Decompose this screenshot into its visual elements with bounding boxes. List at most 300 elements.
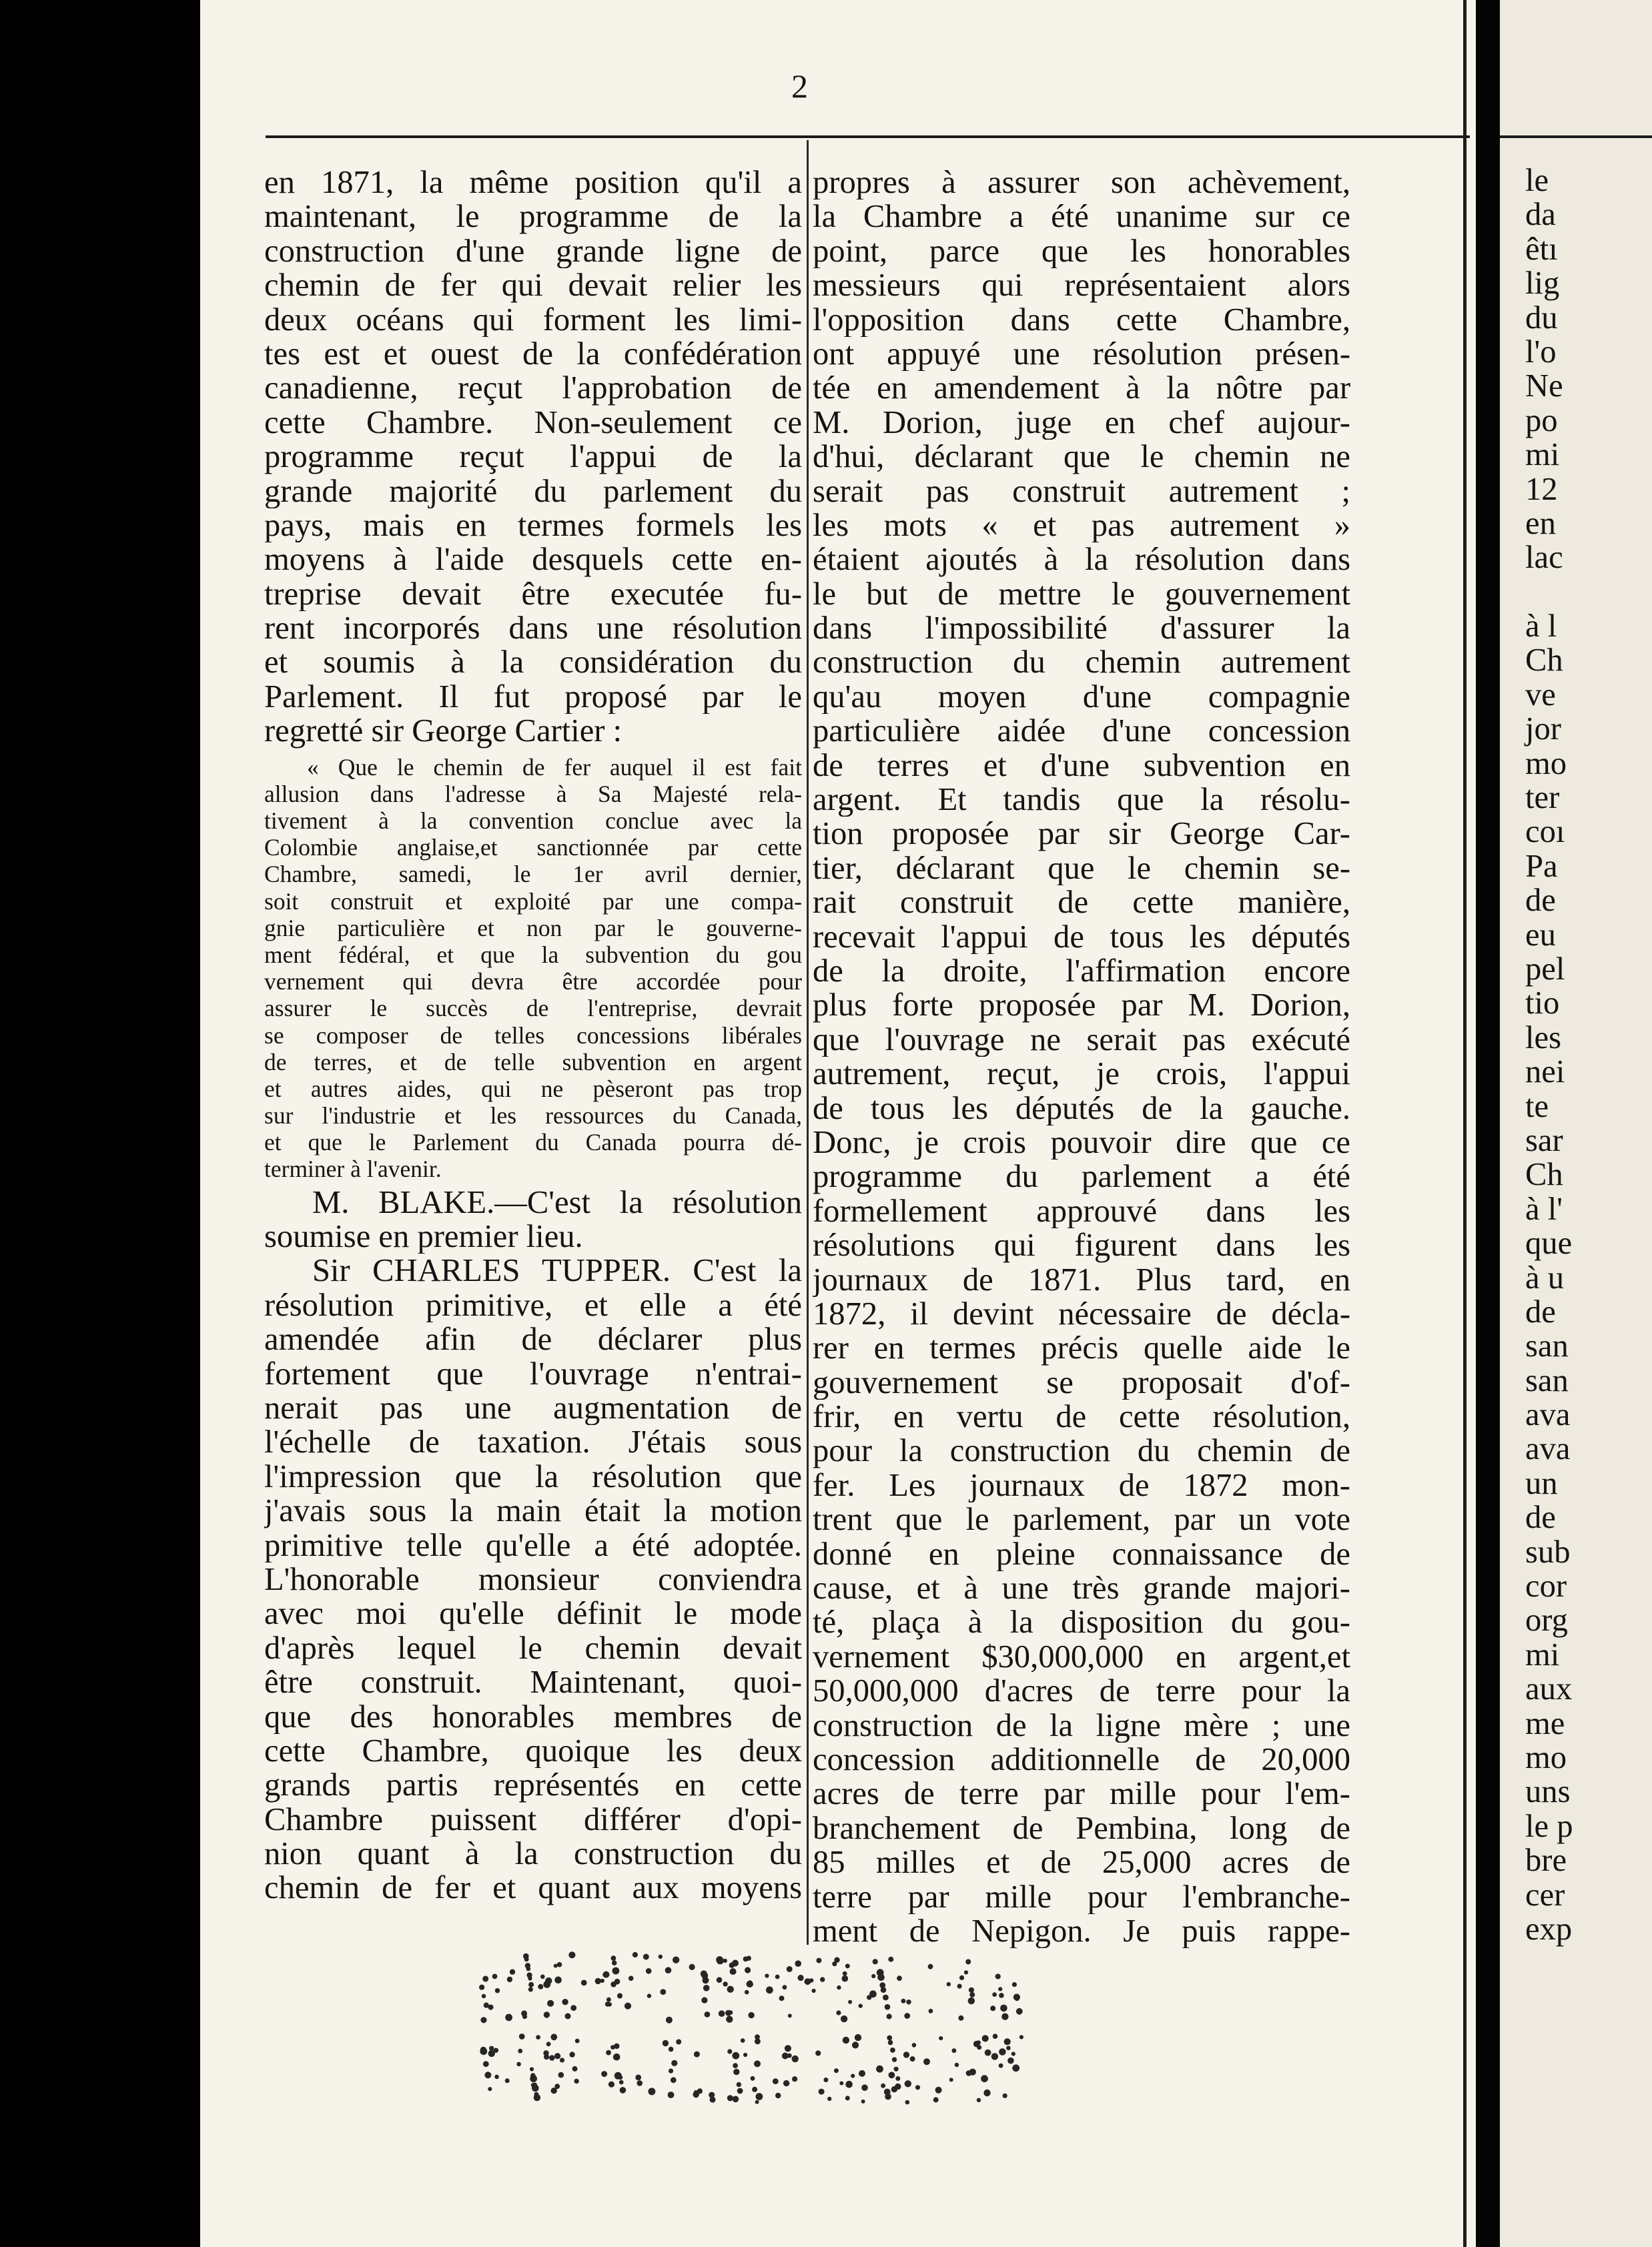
text-line: M. BLAKE.—C'est la résolution: [312, 1185, 802, 1220]
stamp-perforation-dot: [737, 2082, 741, 2087]
next-page-fragment: Ch: [1525, 1156, 1563, 1193]
stamp-perforation-dot: [528, 1976, 532, 1980]
stamp-perforation-dot: [600, 1979, 604, 1983]
text-line: que l'ouvrage ne serait pas exécuté: [813, 1022, 1350, 1057]
next-page-fragment: êtı: [1525, 230, 1558, 267]
stamp-perforation-dot: [572, 2066, 578, 2072]
stamp-perforation-dot: [574, 2079, 578, 2084]
stamp-perforation-dot: [929, 2009, 933, 2013]
page-fold: [1463, 0, 1467, 2247]
next-page-fragment: uns: [1525, 1773, 1571, 1810]
stamp-perforation-dot: [969, 1987, 974, 1993]
stamp-perforation-dot: [1001, 2013, 1008, 2020]
stamp-perforation-dot: [733, 2069, 739, 2075]
stamp-perforation-dot: [554, 1977, 562, 1984]
stamp-perforation-dot: [730, 1968, 737, 1975]
next-page-fragment: sar: [1525, 1121, 1563, 1158]
stamp-perforation-dot: [614, 2072, 622, 2080]
stamp-perforation-dot: [812, 1989, 816, 1993]
stamp-perforation-dot: [671, 2077, 677, 2083]
stamp-perforation-dot: [1004, 2038, 1011, 2045]
text-line: journaux de 1871. Plus tard, en: [813, 1262, 1350, 1297]
stamp-perforation-dot: [888, 1957, 893, 1962]
stamp-perforation-dot: [842, 1975, 849, 1982]
quote-line: se composer de telles concessions libérales: [264, 1021, 802, 1049]
stamp-perforation-dot: [663, 2040, 669, 2046]
stamp-perforation-dot: [710, 2097, 716, 2103]
next-page-fragment: Ch: [1525, 642, 1563, 679]
text-line: l'échelle de taxation. J'étais sous: [264, 1425, 802, 1460]
next-page-fragment: l'o: [1525, 333, 1557, 370]
stamp-perforation-dot: [783, 2080, 789, 2086]
stamp-perforation-dot: [701, 1997, 707, 2003]
next-page-text: [1500, 163, 1652, 1946]
text-line: fer. Les journaux de 1872 mon-: [813, 1468, 1350, 1503]
stamp-perforation-dot: [568, 1951, 575, 1958]
stamp-perforation-dot: [773, 2078, 779, 2084]
next-page-fragment: le: [1525, 162, 1549, 198]
quote-line: ment fédéral, et que la subvention du gou: [264, 941, 802, 968]
stamp-perforation-dot: [958, 2015, 963, 2021]
stamp-perforation-dot: [809, 1978, 813, 1982]
next-page-fragment: me: [1525, 1705, 1565, 1741]
quote-line: vernement qui devra être accordée pour: [264, 968, 802, 995]
text-line: regretté sir George Cartier :: [264, 714, 623, 749]
stamp-perforation-dot: [843, 2037, 849, 2044]
column-divider: [807, 140, 809, 1945]
next-page-fragment: san: [1525, 1362, 1569, 1398]
text-line: soumise en premier lieu.: [264, 1220, 583, 1254]
text-line: propres à assurer son achèvement,: [813, 165, 1350, 200]
text-line: cette Chambre. Non-seulement ce: [264, 405, 802, 440]
stamp-perforation-dot: [827, 2097, 831, 2101]
quote-line: de terres, et de telle subvention en argent: [264, 1048, 802, 1075]
text-line: 1872, il devint nécessaire de décla-: [813, 1296, 1350, 1332]
text-line: construction du chemin autrement: [813, 645, 1350, 680]
stamp-perforation-dot: [933, 2097, 939, 2102]
stamp-perforation-dot: [743, 1957, 749, 1962]
text-line: 85 milles et de 25,000 acres de: [813, 1845, 1350, 1880]
stamp-perforation-dot: [737, 2088, 743, 2094]
text-line: en 1871, la même position qu'il a: [264, 165, 802, 200]
stamp-perforation-dot: [727, 2095, 733, 2101]
stamp-perforation-dot: [788, 2013, 792, 2017]
stamp-perforation-dot: [643, 1954, 649, 1960]
left-column: [264, 165, 802, 1905]
stamp-perforation-dot: [889, 2072, 895, 2078]
next-page-fragment: un: [1525, 1464, 1558, 1501]
stamp-perforation-dot: [959, 1975, 964, 1980]
next-page-fragment: sub: [1525, 1533, 1571, 1570]
stamp-perforation-dot: [823, 2078, 828, 2082]
stamp-perforation-dot: [745, 1967, 751, 1973]
text-line: pour la construction du chemin de: [813, 1434, 1350, 1468]
stamp-perforation-dot: [795, 1960, 801, 1967]
stamp-perforation-dot: [669, 2047, 674, 2052]
text-line: rent incorporés dans une résolution: [264, 611, 802, 646]
stamp-perforation-dot: [733, 2063, 738, 2068]
stamp-perforation-dot: [534, 2094, 540, 2101]
stamp-perforation-dot: [957, 1984, 962, 1989]
stamp-perforation-dot: [904, 2013, 910, 2019]
stamp-perforation-dot: [484, 2072, 491, 2078]
text-line: l'opposition dans cette Chambre,: [813, 302, 1350, 337]
text-line: formellement approuvé dans les: [813, 1194, 1350, 1229]
stamp-perforation-dot: [845, 1963, 850, 1968]
stamp-perforation-dot: [751, 2076, 755, 2081]
stamp-perforation-dot: [605, 2001, 610, 2007]
stamp-perforation-dot: [635, 2075, 641, 2081]
quoted-resolution: [264, 754, 802, 1183]
next-page-fragment: jor: [1525, 711, 1561, 747]
text-line: de terres et d'une subvention en: [813, 748, 1350, 783]
text-line: terre par mille pour l'embranche-: [813, 1879, 1350, 1914]
text-line: d'hui, déclarant que le chemin ne: [813, 440, 1350, 474]
stamp-perforation-dot: [673, 1957, 679, 1963]
stamp-perforation-dot: [748, 2012, 754, 2018]
stamp-perforation-dot: [834, 2068, 839, 2073]
stamp-perforation-dot: [703, 1977, 709, 1983]
stamp-perforation-dot: [756, 2093, 763, 2100]
stamp-perforation-dot: [717, 1977, 723, 1983]
next-page-fragment: da: [1525, 196, 1556, 233]
paragraph-intro: [264, 165, 802, 749]
stamp-perforation-dot: [488, 2087, 492, 2091]
stamp-perforation-dot: [843, 1971, 847, 1976]
text-line: argent. Et tandis que la résolu-: [813, 783, 1350, 817]
text-line: avec moi qu'elle définit le mode: [264, 1597, 802, 1631]
text-line: dans l'impossibilité d'assurer la: [813, 611, 1350, 646]
text-line: construction d'une grande ligne de: [264, 234, 802, 269]
stamp-perforation-dot: [528, 1982, 534, 1987]
stamp-perforation-dot: [885, 2004, 891, 2010]
next-page-fragment: que: [1525, 1225, 1573, 1262]
stamp-perforation-dot: [999, 1993, 1004, 1998]
text-line: Donc, je crois pouvoir dire que ce: [813, 1125, 1350, 1160]
stamp-perforation-dot: [545, 1977, 552, 1984]
stamp-perforation-dot: [546, 2042, 551, 2046]
stamp-perforation-dot: [775, 1975, 780, 1979]
stamp-perforation-dot: [660, 1989, 666, 1995]
text-line: ment de Nepigon. Je puis rappe-: [813, 1913, 1350, 1949]
next-page-fragment: cor: [1525, 1568, 1567, 1605]
stamp-perforation-dot: [755, 2034, 760, 2040]
stamp-perforation-dot: [928, 1964, 933, 1969]
next-page-fragment: coı: [1525, 813, 1565, 850]
stamp-perforation-dot: [488, 2005, 493, 2010]
stamp-perforation-dot: [798, 1975, 804, 1981]
text-line: pays, mais en termes formels les: [264, 508, 802, 543]
stamp-perforation-dot: [611, 1955, 616, 1961]
stamp-perforation-dot: [524, 1957, 529, 1961]
text-line: programme reçut l'appui de la: [264, 440, 802, 474]
stamp-perforation-dot: [816, 1958, 821, 1963]
text-line: Parlement. Il fut proposé par le: [264, 679, 802, 715]
stamp-perforation-dot: [480, 2017, 486, 2023]
stamp-perforation-dot: [792, 2076, 797, 2082]
stamp-perforation-dot: [595, 1978, 601, 1984]
quote-line: gnie particulière et non par le gouverne-: [264, 914, 802, 941]
stamp-perforation-dot: [766, 1986, 773, 1993]
stamp-perforation-dot: [836, 2010, 841, 2015]
stamp-perforation-dot: [787, 2054, 792, 2058]
text-line: tier, déclarant que le chemin se-: [813, 851, 1350, 886]
stamp-perforation-dot: [536, 2035, 540, 2040]
stamp-perforation-dot: [910, 2056, 915, 2062]
text-line: cause, et à une très grande majori-: [813, 1571, 1350, 1606]
stamp-perforation-dot: [565, 2013, 571, 2019]
stamp-perforation-dot: [562, 1999, 568, 2005]
stamp-perforation-dot: [1003, 2094, 1007, 2098]
stamp-perforation-dot: [637, 2080, 643, 2086]
next-page-fragment: po: [1525, 402, 1558, 438]
stamp-perforation-dot: [480, 2048, 487, 2055]
stamp-perforation-dot: [999, 2064, 1003, 2068]
stamp-perforation-dot: [647, 1993, 651, 1997]
stamp-perforation-dot: [923, 2058, 930, 2065]
text-line: tée en amendement à la nôtre par: [813, 371, 1350, 406]
stamp-perforation-dot: [741, 2038, 745, 2043]
stamp-perforation-dot: [859, 2070, 865, 2077]
stamp-perforation-dot: [1012, 1982, 1017, 1987]
stamp-perforation-dot: [969, 2069, 976, 2076]
text-line: être construit. Maintenant, quoi-: [264, 1665, 802, 1700]
stamp-perforation-dot: [877, 1974, 885, 1981]
stamp-perforation-dot: [729, 1963, 735, 1968]
stamp-perforation-dot: [488, 2050, 495, 2057]
stamp-perforation-dot: [839, 2082, 843, 2086]
stamp-perforation-dot: [881, 2084, 885, 2088]
stamp-perforation-dot: [841, 2015, 847, 2022]
stamp-perforation-dot: [1012, 2064, 1019, 2072]
next-page-fragment: lac: [1525, 539, 1563, 576]
text-line: trent que le parlement, par un vote: [813, 1502, 1350, 1537]
stamp-perforation-dot: [633, 1952, 638, 1957]
stamp-perforation-dot: [906, 1999, 911, 2004]
stamp-perforation-dot: [1000, 2005, 1007, 2012]
next-page-fragment: [1500, 575, 1652, 609]
stamp-perforation-dot: [848, 2000, 852, 2004]
text-line: point, parce que les honorables: [813, 234, 1350, 269]
stamp-perforation-dot: [705, 2011, 711, 2017]
text-line: plus forte proposée par M. Dorion,: [813, 988, 1350, 1023]
stamp-perforation-dot: [581, 1980, 587, 1986]
stamp-perforation-dot: [495, 1988, 500, 1993]
stamp-perforation-dot: [890, 2048, 895, 2053]
stamp-perforation-dot: [973, 2041, 980, 2048]
stamp-perforation-dot: [897, 1975, 902, 1981]
stamp-perforation-dot: [676, 2040, 681, 2045]
next-page-fragment: à l: [1525, 608, 1557, 644]
stamp-perforation-dot: [479, 1985, 484, 1990]
next-page-fragment: du: [1525, 299, 1558, 336]
text-line: grands partis représentés en cette: [264, 1768, 802, 1803]
stamp-perforation-dot: [755, 2100, 759, 2104]
next-page-fragment: te: [1525, 1087, 1549, 1124]
stamp-perforation-dot: [982, 2035, 989, 2042]
stamp-perforation-dot: [671, 2060, 677, 2066]
text-line: de la droite, l'affirmation encore: [813, 953, 1350, 989]
stamp-perforation-dot: [1011, 2052, 1015, 2056]
stamp-perforation-dot: [518, 2049, 522, 2054]
stamp-perforation-dot: [992, 1992, 997, 1997]
stamp-perforation-dot: [775, 2093, 781, 2098]
stamp-perforation-dot: [723, 1981, 727, 1986]
scan-left-margin: [0, 0, 200, 2247]
text-line: que des honorables membres de: [264, 1699, 802, 1734]
text-line: le but de mettre le gouvernement: [813, 576, 1350, 612]
stamp-perforation-dot: [754, 2060, 761, 2067]
next-page-fragment: de: [1525, 1293, 1556, 1330]
next-page-fragment: Pa: [1525, 847, 1558, 884]
stamp-perforation-dot: [544, 2011, 550, 2017]
next-page-fragment: cer: [1525, 1876, 1565, 1913]
stamp-perforation-dot: [601, 2071, 607, 2077]
stamp-perforation-dot: [602, 1972, 608, 1977]
stamp-perforation-dot: [560, 2058, 564, 2062]
stamp-perforation-dot: [820, 1977, 825, 1981]
text-line: nerait pas une augmentation de: [264, 1390, 802, 1426]
quote-line: sur l'industrie et les ressources du Canada,: [264, 1102, 802, 1130]
stamp-perforation-dot: [608, 2082, 614, 2088]
quote-line: allusion dans l'adresse à Sa Majesté rela-: [264, 780, 802, 807]
next-page-fragment: tio: [1525, 985, 1560, 1021]
text-line: concession additionnelle de 20,000: [813, 1742, 1350, 1777]
stamp-perforation-dot: [939, 2036, 943, 2040]
stamp-perforation-dot: [557, 1962, 562, 1967]
stamp-perforation-dot: [881, 1987, 887, 1993]
stamp-perforation-dot: [949, 2078, 953, 2082]
next-page-rule: [1500, 135, 1652, 138]
stamp-perforation-dot: [1016, 2008, 1023, 2015]
stamp-perforation-dot: [669, 2069, 673, 2074]
stamp-perforation-dot: [554, 2084, 560, 2089]
text-line: L'honorable monsieur conviendra: [264, 1562, 802, 1597]
stamp-perforation-dot: [648, 2088, 655, 2095]
stamp-perforation-dot: [892, 2057, 897, 2062]
next-page-fragment: de: [1525, 1499, 1556, 1536]
stamp-perforation-dot: [876, 2066, 883, 2073]
stamp-perforation-dot: [530, 2075, 537, 2082]
quote-line: et que le Parlement du Canada pourra dé-: [264, 1129, 802, 1156]
stamp-perforation-dot: [727, 1986, 734, 1993]
next-page-edge: [1500, 0, 1652, 2247]
text-line: tion proposée par sir George Car-: [813, 817, 1350, 851]
stamp-perforation-dot: [837, 1985, 841, 1989]
stamp-perforation-dot: [787, 1966, 793, 1972]
stamp-perforation-dot: [883, 1995, 889, 2001]
text-line: moyens à l'aide desquels cette en-: [264, 542, 802, 577]
text-line: recevait l'appui de tous les députés: [813, 919, 1350, 954]
stamp-perforation-dot: [482, 1976, 488, 1982]
text-line: rer en termes précis quelle aide le: [813, 1331, 1350, 1366]
stamp-perforation-dot: [544, 2054, 549, 2060]
stamp-perforation-dot: [510, 1969, 515, 1975]
stamp-perforation-dot: [547, 2000, 554, 2007]
stamp-perforation-dot: [492, 1974, 498, 1979]
stamp-perforation-dot: [494, 2075, 499, 2080]
text-line: particulière aidée d'une concession: [813, 714, 1350, 749]
stamp-perforation-dot: [887, 2013, 892, 2019]
stamp-perforation-dot: [887, 2036, 892, 2041]
stamp-perforation-dot: [507, 1977, 512, 1982]
stamp-perforation-dot: [851, 2074, 855, 2078]
stamp-perforation-dot: [901, 1999, 905, 2003]
text-line: grande majorité du parlement du: [264, 474, 802, 508]
stamp-perforation-dot: [549, 2055, 555, 2061]
stamp-perforation-dot: [955, 2063, 959, 2067]
stamp-perforation-dot: [819, 2089, 825, 2095]
stamp-perforation-dot: [905, 2100, 910, 2105]
stamp-perforation-dot: [888, 2040, 893, 2046]
stamp-perforation-dot: [743, 2053, 747, 2057]
text-line: chemin de fer qui devait relier les: [264, 268, 802, 303]
right-column: [813, 165, 1350, 1948]
scan-gutter: [1476, 0, 1500, 2247]
text-line: construction de la ligne mère ; une: [813, 1708, 1350, 1743]
quote-line: et autres aides, qui ne pèseront pas trop: [264, 1075, 802, 1102]
stamp-perforation-dot: [855, 2034, 861, 2041]
quote-line: terminer à l'avenir.: [264, 1156, 442, 1183]
stamp-perforation-dot: [745, 1990, 749, 1995]
paragraph-blake: [264, 1186, 802, 1254]
stamp-perforation-dot: [990, 2005, 995, 2011]
stamp-perforation-dot: [981, 2075, 988, 2082]
next-page-fragment: ve: [1525, 676, 1556, 713]
quote-line: Colombie anglaise,et sanctionnée par cette: [264, 834, 802, 861]
stamp-perforation-dot: [815, 2050, 821, 2056]
next-page-fragment: pel: [1525, 950, 1565, 987]
stamp-perforation-dot: [540, 1975, 545, 1979]
stamp-perforation-dot: [729, 2010, 733, 2015]
next-page-fragment: eu: [1525, 916, 1556, 953]
quote-line: tivement à la convention conclue avec la: [264, 807, 802, 835]
next-page-fragment: en: [1525, 504, 1556, 541]
text-line: branchement de Pembina, long de: [813, 1811, 1350, 1846]
stamp-perforation-dot: [726, 2016, 733, 2023]
stamp-perforation-dot: [646, 1968, 652, 1974]
paragraph-continued: [813, 165, 1350, 1948]
page-number: 2: [791, 67, 808, 105]
next-page-fragment: mi: [1525, 436, 1560, 473]
text-line: maintenant, le programme de la: [264, 199, 802, 234]
stamp-perforation-dot: [558, 2072, 564, 2078]
stamp-perforation-dot: [1006, 2046, 1011, 2051]
stamp-perforation-dot: [625, 2003, 631, 2009]
stamp-perforation-dot: [666, 2017, 673, 2024]
stamp-perforation-dot: [765, 1973, 769, 1977]
text-line: étaient ajoutés à la résolution dans: [813, 542, 1350, 577]
stamp-perforation-dot: [983, 2090, 990, 2096]
stamp-perforation-dot: [993, 2034, 998, 2039]
stamp-perforation-dot: [779, 1995, 785, 2001]
text-line: ont appuyé une résolution présen-: [813, 336, 1350, 372]
text-line: programme du parlement a été: [813, 1160, 1350, 1194]
stamp-perforation-dot: [614, 2044, 619, 2049]
stamp-perforation-dot: [550, 2034, 557, 2040]
stamp-perforation-dot: [569, 2052, 574, 2057]
stamp-perforation-dot: [947, 1982, 951, 1986]
text-line: l'impression que la résolution que: [264, 1459, 802, 1494]
text-line: chemin de fer et quant aux moyens: [264, 1871, 802, 1905]
stamp-perforation-dot: [665, 1967, 672, 1973]
text-line: primitive telle qu'elle a été adoptée.: [264, 1528, 802, 1562]
stamp-perforation-dot: [519, 2034, 525, 2040]
stamp-perforation-dot: [785, 2045, 791, 2052]
text-line: frir, en vertu de cette résolution,: [813, 1400, 1350, 1434]
stamp-perforation-dot: [968, 1997, 975, 2004]
next-page-fragment: à u: [1525, 1259, 1565, 1296]
